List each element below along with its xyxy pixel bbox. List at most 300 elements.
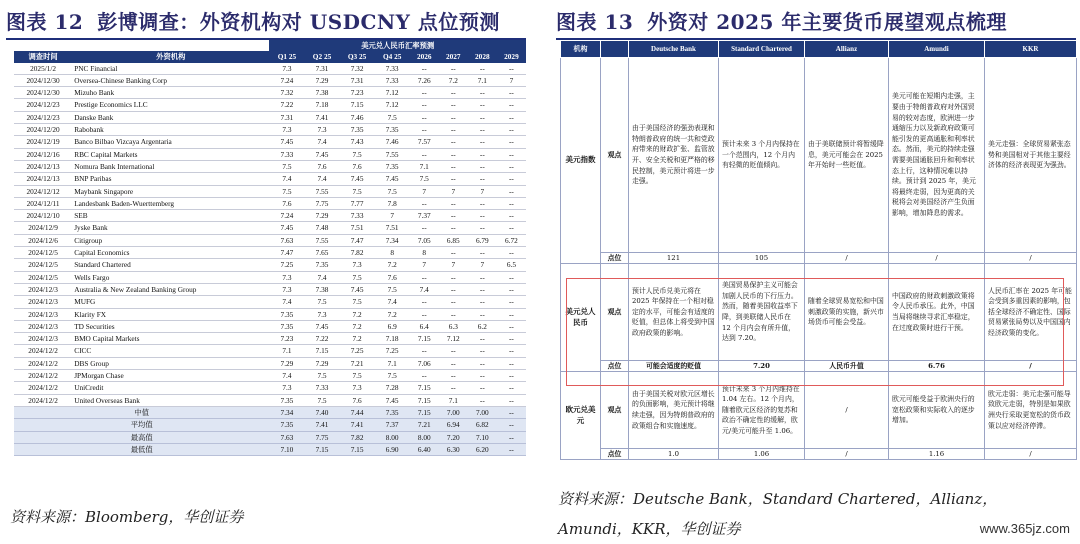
column-header: Standard Chartered <box>719 41 805 58</box>
forecast-value: -- <box>410 222 439 234</box>
table-row <box>14 148 526 160</box>
table-row <box>14 394 526 406</box>
table-row <box>14 296 526 308</box>
institution-name: JPMorgan Chase <box>72 370 269 382</box>
forecast-value: 7 <box>497 74 526 86</box>
point-value: 可能会适度的贬值 <box>629 361 719 372</box>
currency-outlook-table <box>560 40 1077 460</box>
forecast-value: -- <box>468 210 497 222</box>
forecast-value: -- <box>439 296 468 308</box>
forecast-value: 7.06 <box>410 357 439 369</box>
right-figure-label: 图表 13 <box>556 10 634 34</box>
forecast-value: 7.29 <box>269 357 304 369</box>
stat-value: 7.10 <box>269 443 304 455</box>
point-label: 点位 <box>601 253 629 264</box>
forecast-value: 7 <box>439 259 468 271</box>
point-value: / <box>805 449 889 460</box>
institution-name: TD Securities <box>72 320 269 332</box>
view-row <box>561 58 1077 253</box>
forecast-value: 7.15 <box>410 382 439 394</box>
forecast-value: 7.3 <box>304 308 339 320</box>
forecast-value: 7 <box>468 259 497 271</box>
table-row <box>14 382 526 394</box>
forecast-value: 7.5 <box>269 160 304 172</box>
forecast-value: 7.5 <box>340 296 375 308</box>
view-text: 预计未来 3 个月内维持在 1.04 左右。12 个月内，随着欧元区经济的复苏和政治不确定性的缓解，欧元/美元可能升至 1.06。 <box>719 372 805 449</box>
forecast-value: -- <box>468 173 497 185</box>
forecast-value: 6.3 <box>439 320 468 332</box>
forecast-value: 7.25 <box>375 345 410 357</box>
table-row <box>14 173 526 185</box>
table-row <box>14 185 526 197</box>
forecast-value: 7.15 <box>340 99 375 111</box>
forecast-value: 7.3 <box>269 382 304 394</box>
forecast-value: 7.5 <box>340 271 375 283</box>
table-row <box>14 271 526 283</box>
point-value: 105 <box>719 253 805 264</box>
forecast-value: -- <box>439 173 468 185</box>
stat-value: -- <box>497 443 526 455</box>
column-header: 2026 <box>410 51 439 62</box>
table-row <box>14 99 526 111</box>
survey-date: 2024/12/3 <box>14 320 72 332</box>
forecast-value: -- <box>497 136 526 148</box>
forecast-value: 7.45 <box>304 148 339 160</box>
forecast-value: 7.35 <box>375 160 410 172</box>
forecast-value: -- <box>468 382 497 394</box>
stat-value: 7.37 <box>375 419 410 431</box>
stat-label: 平均值 <box>14 419 269 431</box>
forecast-value: 7.55 <box>304 185 339 197</box>
forecast-value: -- <box>439 222 468 234</box>
table-row <box>14 136 526 148</box>
survey-date: 2024/12/2 <box>14 357 72 369</box>
institution-name: PNC Financial <box>72 63 269 75</box>
table-row <box>14 345 526 357</box>
table-row <box>14 259 526 271</box>
forecast-value: 7.22 <box>304 333 339 345</box>
stat-value: 6.40 <box>410 443 439 455</box>
institution-name: United Overseas Bank <box>72 394 269 406</box>
forecast-value: 7.45 <box>304 320 339 332</box>
institution-name: Jyske Bank <box>72 222 269 234</box>
point-label: 点位 <box>601 361 629 372</box>
forecast-value: -- <box>468 333 497 345</box>
table-row <box>14 247 526 259</box>
forecast-value: 7.38 <box>304 283 339 295</box>
forecast-value: 7.5 <box>269 185 304 197</box>
stat-value: 7.41 <box>304 419 339 431</box>
forecast-value: -- <box>468 124 497 136</box>
stat-value: 7.44 <box>340 406 375 418</box>
view-text: 随着全球贸易宽松和中国刺激政策的实施，新兴市场货币可能会受益。 <box>805 264 889 361</box>
stat-value: 8.00 <box>410 431 439 443</box>
stats-row <box>14 443 526 455</box>
point-row <box>561 253 1077 264</box>
institution-name: Banco Bilbao Vizcaya Argentaria <box>72 136 269 148</box>
table-row <box>14 370 526 382</box>
forecast-value: -- <box>410 63 439 75</box>
forecast-value: 7.2 <box>340 333 375 345</box>
forecast-value: 7.3 <box>269 271 304 283</box>
forecast-value: 7.35 <box>269 320 304 332</box>
forecast-value: 7.24 <box>269 210 304 222</box>
forecast-value: 7.38 <box>304 87 339 99</box>
forecast-value: 7.23 <box>340 87 375 99</box>
stat-value: 7.00 <box>468 406 497 418</box>
point-label: 点位 <box>601 449 629 460</box>
forecast-value: -- <box>439 87 468 99</box>
stats-row <box>14 431 526 443</box>
forecast-value: 7.22 <box>269 99 304 111</box>
forecast-value: 8 <box>375 247 410 259</box>
point-value: / <box>985 361 1077 372</box>
forecast-value: -- <box>497 185 526 197</box>
forecast-value: 7.29 <box>304 74 339 86</box>
column-header: Deutsche Bank <box>629 41 719 58</box>
forecast-value: 7.45 <box>269 222 304 234</box>
forecast-value: 7.33 <box>269 148 304 160</box>
institution-name: Mizuho Bank <box>72 87 269 99</box>
forecast-value: -- <box>410 197 439 209</box>
view-text: / <box>805 372 889 449</box>
forecast-value: 7.4 <box>304 136 339 148</box>
forecast-value: 7.82 <box>340 247 375 259</box>
institution-name: Standard Chartered <box>72 259 269 271</box>
forecast-value: -- <box>439 160 468 172</box>
forecast-value: -- <box>497 247 526 259</box>
column-header-row <box>14 51 526 62</box>
table-row <box>14 283 526 295</box>
forecast-value: -- <box>439 345 468 357</box>
stat-value: 7.21 <box>410 419 439 431</box>
forecast-value: 7.4 <box>410 283 439 295</box>
forecast-value: 6.5 <box>497 259 526 271</box>
forecast-value: 7.35 <box>269 394 304 406</box>
forecast-value: 7 <box>410 259 439 271</box>
left-source-note: 资料来源：Bloomberg，华创证券 <box>10 508 244 526</box>
column-header: 外资机构 <box>72 51 269 62</box>
forecast-value: 7.18 <box>304 99 339 111</box>
stats-row <box>14 406 526 418</box>
institution-name: Rabobank <box>72 124 269 136</box>
survey-date: 2025/1/2 <box>14 63 72 75</box>
view-text: 美元走强：全球贸易紧张态势和美国相对于其他主要经济体的经济表现更为强劲。 <box>985 58 1077 253</box>
survey-date: 2024/12/20 <box>14 124 72 136</box>
institution-name: Klarity FX <box>72 308 269 320</box>
forecast-value: -- <box>497 210 526 222</box>
forecast-value: -- <box>468 271 497 283</box>
institution-name: Landesbank Baden-Wuerttemberg <box>72 197 269 209</box>
institution-name: Oversea-Chinese Banking Corp <box>72 74 269 86</box>
survey-date: 2024/12/10 <box>14 210 72 222</box>
forecast-value: -- <box>468 247 497 259</box>
stats-row <box>14 419 526 431</box>
point-value: 1.16 <box>889 449 985 460</box>
forecast-value: -- <box>468 283 497 295</box>
forecast-value: 7.75 <box>304 197 339 209</box>
table-row <box>14 320 526 332</box>
survey-date: 2024/12/16 <box>14 148 72 160</box>
forecast-value: -- <box>497 320 526 332</box>
outlook-header-row <box>561 41 1077 58</box>
point-value: 121 <box>629 253 719 264</box>
point-value: / <box>805 253 889 264</box>
table-row <box>14 74 526 86</box>
forecast-value: -- <box>497 308 526 320</box>
forecast-value: -- <box>410 296 439 308</box>
forecast-value: -- <box>439 124 468 136</box>
forecast-value: -- <box>497 394 526 406</box>
forecast-value: -- <box>468 111 497 123</box>
forecast-value: -- <box>410 345 439 357</box>
point-value: 7.20 <box>719 361 805 372</box>
forecast-value: 7.2 <box>375 259 410 271</box>
forecast-value: -- <box>468 308 497 320</box>
survey-date: 2024/12/2 <box>14 382 72 394</box>
column-header: Allianz <box>805 41 889 58</box>
forecast-value: 7.35 <box>375 124 410 136</box>
stat-value: 7.15 <box>340 443 375 455</box>
forecast-value: -- <box>468 345 497 357</box>
forecast-value: 7.47 <box>269 247 304 259</box>
forecast-value: 7 <box>410 185 439 197</box>
stat-value: -- <box>497 406 526 418</box>
stat-value: 7.63 <box>269 431 304 443</box>
forecast-value: 7.45 <box>340 173 375 185</box>
forecast-value: 6.4 <box>410 320 439 332</box>
forecast-value: -- <box>439 283 468 295</box>
forecast-value: 7.5 <box>375 111 410 123</box>
forecast-value: 7.5 <box>304 370 339 382</box>
forecast-value: -- <box>497 148 526 160</box>
stat-value: 7.75 <box>304 431 339 443</box>
left-figure-title <box>6 6 500 35</box>
column-header: 2028 <box>468 51 497 62</box>
institution-name: BNP Paribas <box>72 173 269 185</box>
left-figure-label: 图表 12 <box>6 10 84 34</box>
forecast-value: 7.4 <box>269 370 304 382</box>
forecast-value: 6.2 <box>468 320 497 332</box>
forecast-value: 7.4 <box>269 173 304 185</box>
table-row <box>14 124 526 136</box>
forecast-value: -- <box>410 308 439 320</box>
table-row <box>14 210 526 222</box>
forecast-value: -- <box>497 345 526 357</box>
point-value: / <box>985 449 1077 460</box>
forecast-value: 7.12 <box>439 333 468 345</box>
forecast-value: 7.3 <box>340 382 375 394</box>
forecast-value: -- <box>468 394 497 406</box>
forecast-value: 7.31 <box>340 74 375 86</box>
forecast-value: 7.6 <box>340 394 375 406</box>
forecast-value: 7.3 <box>269 124 304 136</box>
forecast-value: 7.35 <box>304 259 339 271</box>
forecast-value: -- <box>468 296 497 308</box>
column-header: 调查时间 <box>14 51 72 62</box>
point-row <box>561 361 1077 372</box>
forecast-value: 7.2 <box>375 308 410 320</box>
forecast-value: 7.28 <box>375 382 410 394</box>
watermark: www.365jz.com <box>979 521 1070 536</box>
column-header: 机构 <box>561 41 601 58</box>
forecast-value: 7.4 <box>304 173 339 185</box>
forecast-value: 7.45 <box>375 173 410 185</box>
survey-date: 2024/12/19 <box>14 136 72 148</box>
stat-value: 7.41 <box>340 419 375 431</box>
forecast-value: 7.45 <box>269 136 304 148</box>
forecast-value: 7.1 <box>269 345 304 357</box>
survey-date: 2024/12/23 <box>14 111 72 123</box>
forecast-table-body <box>14 63 526 407</box>
stat-value: 6.30 <box>439 443 468 455</box>
forecast-value: 6.79 <box>468 234 497 246</box>
column-header: KKR <box>985 41 1077 58</box>
forecast-value: -- <box>439 308 468 320</box>
view-text: 由于美联储预计将暂缓降息，美元可能会在 2025 年开始时一些贬值。 <box>805 58 889 253</box>
currency-category: 美元指数 <box>561 58 601 264</box>
forecast-value: -- <box>497 124 526 136</box>
survey-date: 2024/12/5 <box>14 259 72 271</box>
institution-name: BMO Capital Markets <box>72 333 269 345</box>
table-row <box>14 197 526 209</box>
forecast-value: 7.29 <box>304 210 339 222</box>
forecast-value: -- <box>497 197 526 209</box>
forecast-value: 7.4 <box>304 271 339 283</box>
forecast-value: -- <box>497 87 526 99</box>
forecast-value: -- <box>468 197 497 209</box>
stat-value: 7.40 <box>304 406 339 418</box>
institution-name: SEB <box>72 210 269 222</box>
forecast-value: -- <box>468 99 497 111</box>
forecast-value: -- <box>439 247 468 259</box>
forecast-value: 7.8 <box>375 197 410 209</box>
institution-name: Nomura Bank International <box>72 160 269 172</box>
forecast-value: 6.85 <box>439 234 468 246</box>
survey-date: 2024/12/6 <box>14 234 72 246</box>
forecast-value: -- <box>497 99 526 111</box>
right-source-line-2: Amundi，KKR，华创证券 <box>558 520 741 538</box>
point-value: / <box>889 253 985 264</box>
institution-name: Capital Economics <box>72 247 269 259</box>
forecast-value: 7.4 <box>375 296 410 308</box>
table-row <box>14 333 526 345</box>
forecast-group-header: 美元兑人民币汇率预测 <box>269 40 526 51</box>
table-row <box>14 63 526 75</box>
forecast-value: 7.33 <box>375 63 410 75</box>
survey-date: 2024/12/2 <box>14 370 72 382</box>
forecast-value: -- <box>497 357 526 369</box>
view-text: 由于美国经济的强劲表现和特朗普政府的统一共和党政府带来的财政扩张、监管放开、安全关税和更严格的移民控制，美元预计将进一步走强。 <box>629 58 719 253</box>
forecast-value: 7.51 <box>340 222 375 234</box>
forecast-value: 7.05 <box>410 234 439 246</box>
table-row <box>14 160 526 172</box>
forecast-value: 7.55 <box>375 148 410 160</box>
forecast-value: 7.2 <box>439 74 468 86</box>
survey-date: 2024/12/2 <box>14 345 72 357</box>
forecast-value: -- <box>439 136 468 148</box>
forecast-value: -- <box>439 370 468 382</box>
stat-value: -- <box>497 419 526 431</box>
forecast-value: 7.57 <box>410 136 439 148</box>
point-value: / <box>985 253 1077 264</box>
forecast-value: 7.37 <box>410 210 439 222</box>
institution-name: DBS Group <box>72 357 269 369</box>
forecast-value: 7.48 <box>304 222 339 234</box>
forecast-value: 7.31 <box>269 111 304 123</box>
forecast-value: 7.21 <box>340 357 375 369</box>
forecast-value: 7.43 <box>340 136 375 148</box>
forecast-value: -- <box>439 271 468 283</box>
forecast-value: 7 <box>439 185 468 197</box>
view-text: 美元可能在短期内走强，主要由于特朗普政府对外国贸易的较对态度，欧洲进一步通缩压力以及新政府政策可能引发的更高通胀和利率状态。然而，美元的持续走强需要美国通胀回升和利率状态上行，这种情况难以持续。预计到 2025 年，美元将最终走弱，因为更高的关税将会对美国经济产生负面影响，增加降息的需求。 <box>889 58 985 253</box>
stat-label: 最高值 <box>14 431 269 443</box>
forecast-value: -- <box>410 99 439 111</box>
forecast-value: 7.29 <box>304 357 339 369</box>
institution-name: UniCredit <box>72 382 269 394</box>
forecast-value: 7.23 <box>269 333 304 345</box>
forecast-value: -- <box>439 382 468 394</box>
currency-category: 欧元兑美元 <box>561 372 601 460</box>
forecast-value: 7.35 <box>340 124 375 136</box>
view-text: 预计人民币兑美元将在 2025 年保持在一个相对稳定的水平，可能会有适度的贬值，但总体上将受到中国政府政策的影响。 <box>629 264 719 361</box>
forecast-value: 7.6 <box>304 160 339 172</box>
forecast-value: 7.5 <box>340 148 375 160</box>
column-header: 2027 <box>439 51 468 62</box>
institution-name: RBC Capital Markets <box>72 148 269 160</box>
forecast-value: 7.5 <box>410 173 439 185</box>
forecast-value: 7.5 <box>340 370 375 382</box>
view-text: 预计未来 3 个月内保持在一个范围内，12 个月内有轻微的贬值倾向。 <box>719 58 805 253</box>
forecast-value: -- <box>410 124 439 136</box>
forecast-value: 6.72 <box>497 234 526 246</box>
forecast-value: 7.32 <box>340 63 375 75</box>
forecast-value: 7.35 <box>269 308 304 320</box>
survey-date: 2024/12/3 <box>14 296 72 308</box>
institution-name: Australia & New Zealand Banking Group <box>72 283 269 295</box>
institution-name: Citigroup <box>72 234 269 246</box>
forecast-value: 7.2 <box>340 320 375 332</box>
column-header: Q3 25 <box>340 51 375 62</box>
view-row <box>561 372 1077 449</box>
column-header: Q2 25 <box>304 51 339 62</box>
table-row <box>14 111 526 123</box>
forecast-value: 7 <box>375 210 410 222</box>
forecast-value: 7.65 <box>304 247 339 259</box>
point-value: 1.06 <box>719 449 805 460</box>
survey-date: 2024/12/2 <box>14 394 72 406</box>
table-row <box>14 222 526 234</box>
forecast-value: 7.46 <box>375 136 410 148</box>
forecast-value: 8 <box>410 247 439 259</box>
table-row <box>14 308 526 320</box>
forecast-value: -- <box>439 197 468 209</box>
forecast-value: 7.26 <box>410 74 439 86</box>
column-header: 2029 <box>497 51 526 62</box>
survey-date: 2024/12/5 <box>14 271 72 283</box>
right-figure-title <box>556 6 1007 35</box>
forecast-value: 7.5 <box>375 370 410 382</box>
forecast-value: -- <box>468 160 497 172</box>
forecast-value: -- <box>468 148 497 160</box>
survey-date: 2024/12/3 <box>14 308 72 320</box>
table-row <box>14 234 526 246</box>
point-value: 人民币升值 <box>805 361 889 372</box>
stat-value: 7.15 <box>304 443 339 455</box>
column-header: Amundi <box>889 41 985 58</box>
institution-name: Wells Fargo <box>72 271 269 283</box>
institution-name: Danske Bank <box>72 111 269 123</box>
